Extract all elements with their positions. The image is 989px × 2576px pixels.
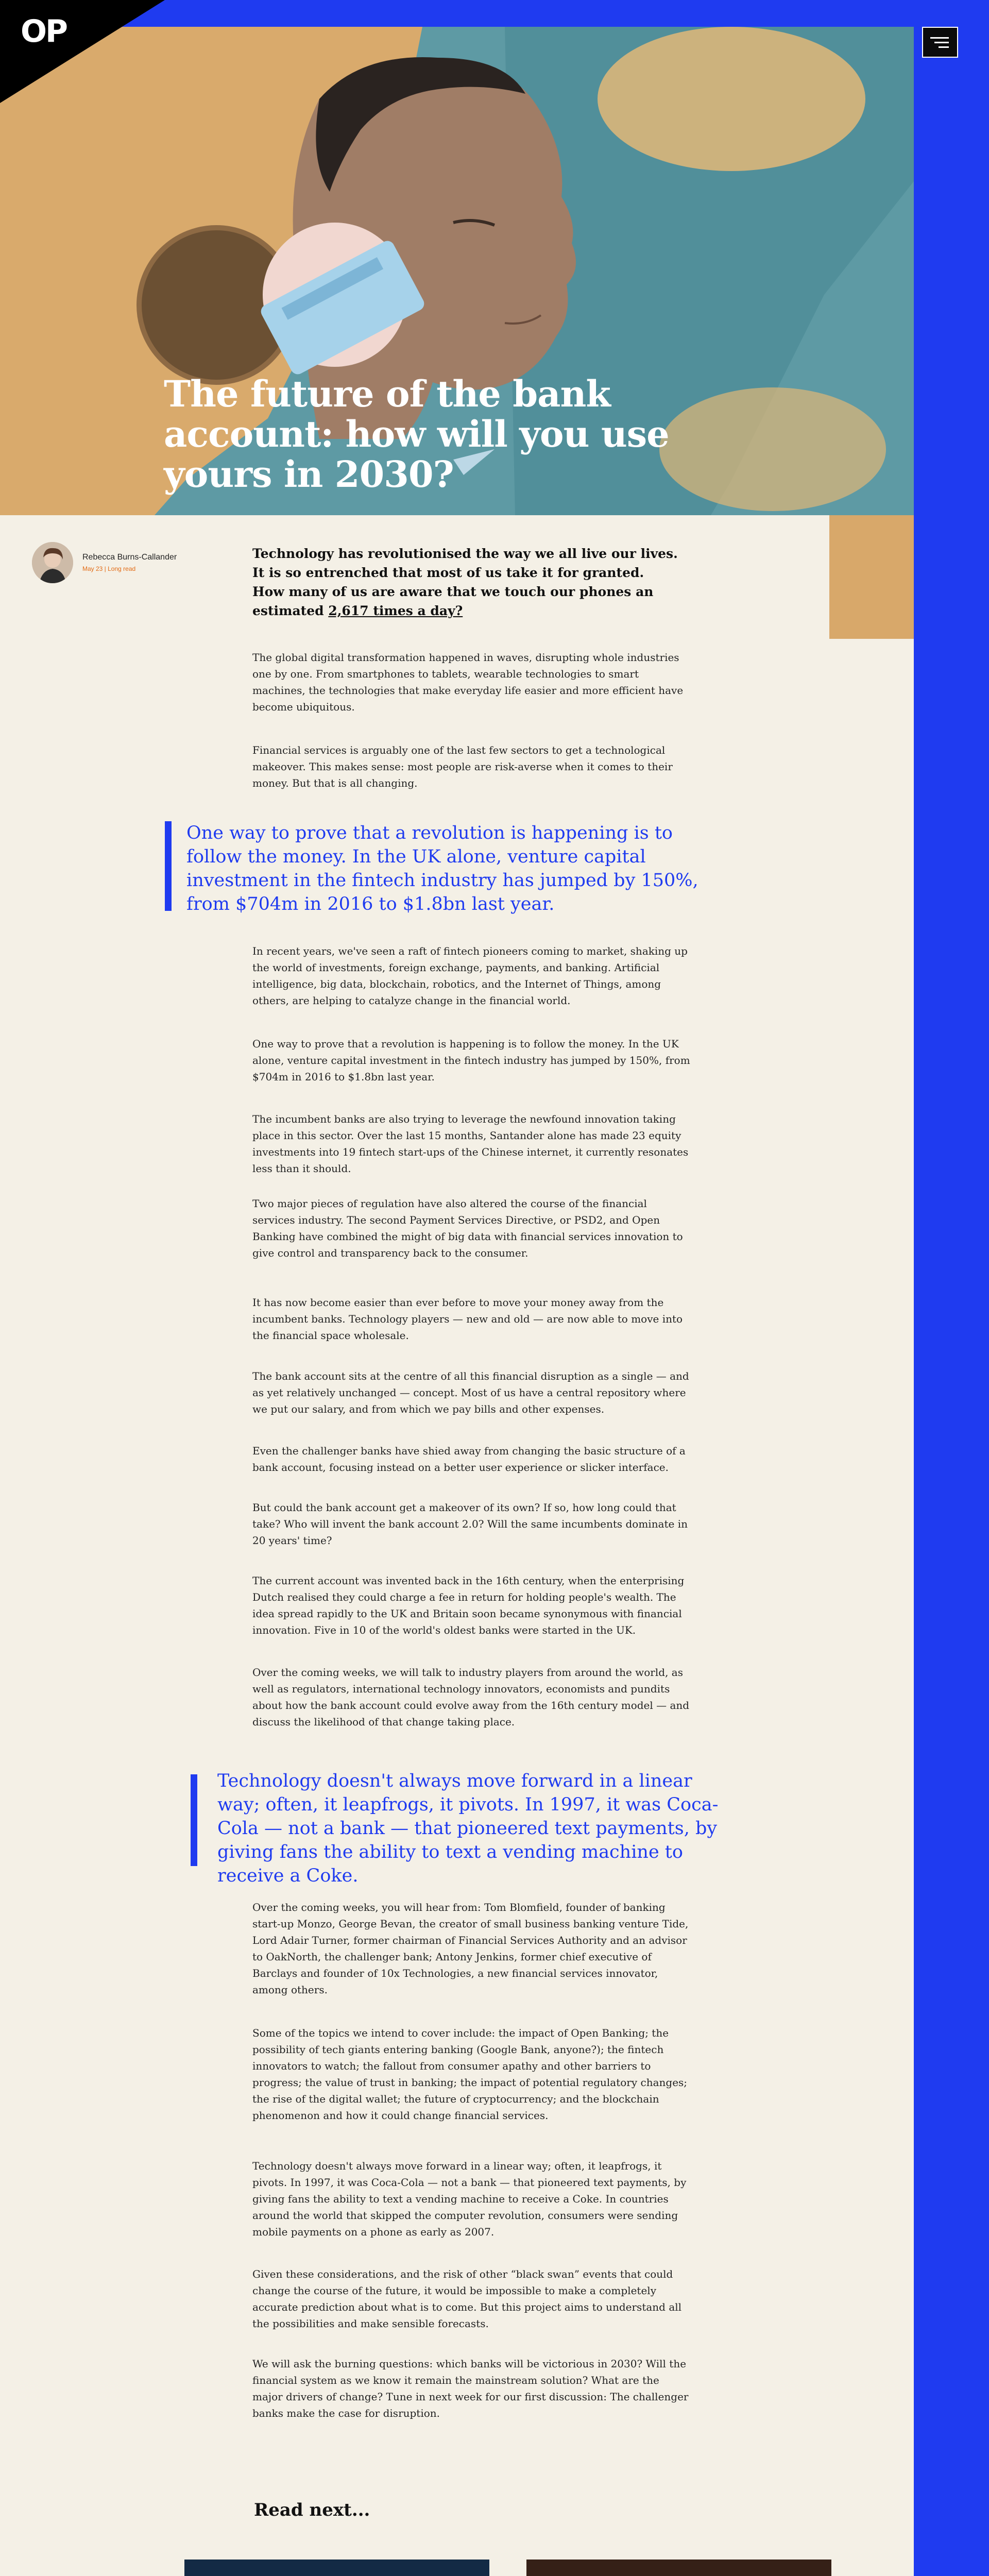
- body-paragraph: Financial services is arguably one of the last few sectors to get a technological makeover. This makes sense: most people are risk-averse when it comes to their money. But that is all changing.: [252, 744, 673, 789]
- menu-button[interactable]: [922, 27, 958, 58]
- body-paragraph: Even the challenger banks have shied away from changing the basic structure of a bank account, focusing instead on a better user experience or slicker interface.: [252, 1445, 686, 1473]
- author-byline[interactable]: [32, 542, 177, 583]
- avatar: [32, 542, 73, 583]
- body-paragraph: Some of the topics we intend to cover include: the impact of Open Banking; the possibility of tech giants entering banking (Google Bank, anyone?); the fintech innovators to watch; the fallout from consumer apathy and other barriers to progress; the value of trust in banking; the impact of potential regulatory changes; the rise of the digital wallet; the future of cryptocurrency; and the blockchain phenomenon and how it could change financial services.: [252, 2027, 688, 2122]
- body-paragraph: Over the coming weeks, you will hear from: Tom Blomfield, founder of banking start-up Monzo, George Bevan, the creator of small business banking venture Tide, Lord Adair Turner, former chairman of Financial Services Authority and an advisor to OakNorth, the challenger bank; Antony Jenkins, former chief executive of Barclays and founder of 10x Technologies, a new financial services innovator, among others.: [252, 1901, 689, 1996]
- pullquote: Technology doesn't always move forward in a linear way; often, it leapfrogs, it pivots. In 1997, it was Coca-Cola — not a bank — that pioneered text payments, by giving fans the ability to text a vending machine to receive a Coke.: [217, 1771, 719, 1886]
- hero-image-edge: [829, 515, 914, 639]
- body-paragraph: It has now become easier than ever before to move your money away from the incumbent banks. Technology players — new and old — are now able to move into the financial space wholesale.: [252, 1296, 683, 1342]
- pullquote-bar: [191, 1774, 197, 1866]
- article-title: The future of the bank account: how will you use yours in 2030?: [164, 372, 669, 496]
- pullquote: One way to prove that a revolution is happening is to follow the money. In the UK alone, venture capital investment in the fintech industry has jumped by 150%, from $704m in 2016 to $1.8bn last year.: [186, 823, 698, 914]
- body-paragraph: The current account was invented back in the 16th century, when the enterprising Dutch realised they could charge a fee in return for holding people's wealth. The idea spread rapidly to the UK and Britain soon became synonymous with financial innovation. Five in 10 of the world's oldest banks were started in the UK.: [252, 1574, 685, 1636]
- body-paragraph: The global digital transformation happened in waves, disrupting whole industries one by one. From smartphones to tablets, wearable technologies to smart machines, the technologies that make everyday life easier and more efficient have become ubiquitous.: [252, 651, 684, 713]
- lead-text: Technology has revolutionised the way we all live our lives. It is so entrenched that most of us take it for granted. How many of us are aware that we touch our phones an estimated: [252, 546, 678, 618]
- body-paragraph: Over the coming weeks, we will talk to industry players from around the world, as well as regulators, international technology innovators, economists and pundits about how the bank account could evolve away from the 16th century model — and discuss the likelihood of that change taking place.: [252, 1666, 690, 1728]
- hamburger-line-icon: [934, 42, 949, 43]
- body-paragraph: Two major pieces of regulation have also altered the course of the financial services industry. The second Payment Services Directive, or PSD2, and Open Banking have combined the might of big data with financial services innovation to give control and transparency back to the consumer.: [252, 1197, 683, 1259]
- body-paragraph: We will ask the burning questions: which banks will be victorious in 2030? Will the financial system as we know it remain the mainstream solution? What are the major drivers of change? Tune in next week for our first discussion: The challenger banks make the case for disruption.: [252, 2358, 689, 2419]
- read-next-heading: Read next...: [254, 2500, 370, 2520]
- card-image-nightmare[interactable]: [526, 2560, 831, 2576]
- right-accent-rail: [914, 0, 989, 2576]
- body-paragraph: The bank account sits at the centre of all this financial disruption as a single — and as yet relatively unchanged — concept. Most of us have a central repository where we put our salary, and from which we pay bills and other expenses.: [252, 1370, 689, 1415]
- body-paragraph: But could the bank account get a makeover of its own? If so, how long could that take? Who will invent the bank account 2.0? Will the same incumbents dominate in 20 years' time?: [252, 1501, 688, 1547]
- body-paragraph: Given these considerations, and the risk of other “black swan” events that could change the course of the future, it would be impossible to make a completely accurate prediction about what is to come. But this project aims to understand all the possibilities and make sensible forecasts.: [252, 2268, 682, 2330]
- lead-link[interactable]: 2,617 times a day?: [328, 603, 463, 618]
- article-lead: [252, 544, 680, 620]
- pullquote-bar: [165, 821, 172, 911]
- body-paragraph: Technology doesn't always move forward in a linear way; often, it leapfrogs, it pivots. In 1997, it was Coca-Cola — not a bank — that pioneered text payments, by giving fans the ability to text a vending machine to receive a Coke. In countries around the world that skipped the computer revolution, consumers were sending mobile payments on a phone as early as 2007.: [252, 2160, 687, 2238]
- body-paragraph: One way to prove that a revolution is happening is to follow the money. In the UK alone, venture capital investment in the fintech industry has jumped by 150%, from $704m in 2016 to $1.8bn last year.: [252, 1038, 690, 1083]
- body-paragraph: In recent years, we've seen a raft of fintech pioneers coming to market, shaking up the world of investments, foreign exchange, payments, and banking. Artificial intelligence, big data, blockchain, robotics, and the Internet of Things, among others, are helping to catalyze change in the financial world.: [252, 945, 688, 1007]
- body-paragraph: The incumbent banks are also trying to leverage the newfound innovation taking place in this sector. Over the last 15 months, Santander alone has made 23 equity investments into 19 fintech start-ups of the Chinese internet, it currently resonates less than it should.: [252, 1113, 689, 1175]
- logo-corner[interactable]: [0, 0, 165, 103]
- hamburger-line-icon: [930, 37, 949, 39]
- op-logo[interactable]: OP: [21, 13, 66, 49]
- author-meta: May 23 | Long read: [82, 565, 136, 572]
- hamburger-line-icon: [939, 46, 949, 48]
- card-image-macron[interactable]: [184, 2560, 489, 2576]
- author-name[interactable]: Rebecca Burns-Callander: [82, 553, 177, 562]
